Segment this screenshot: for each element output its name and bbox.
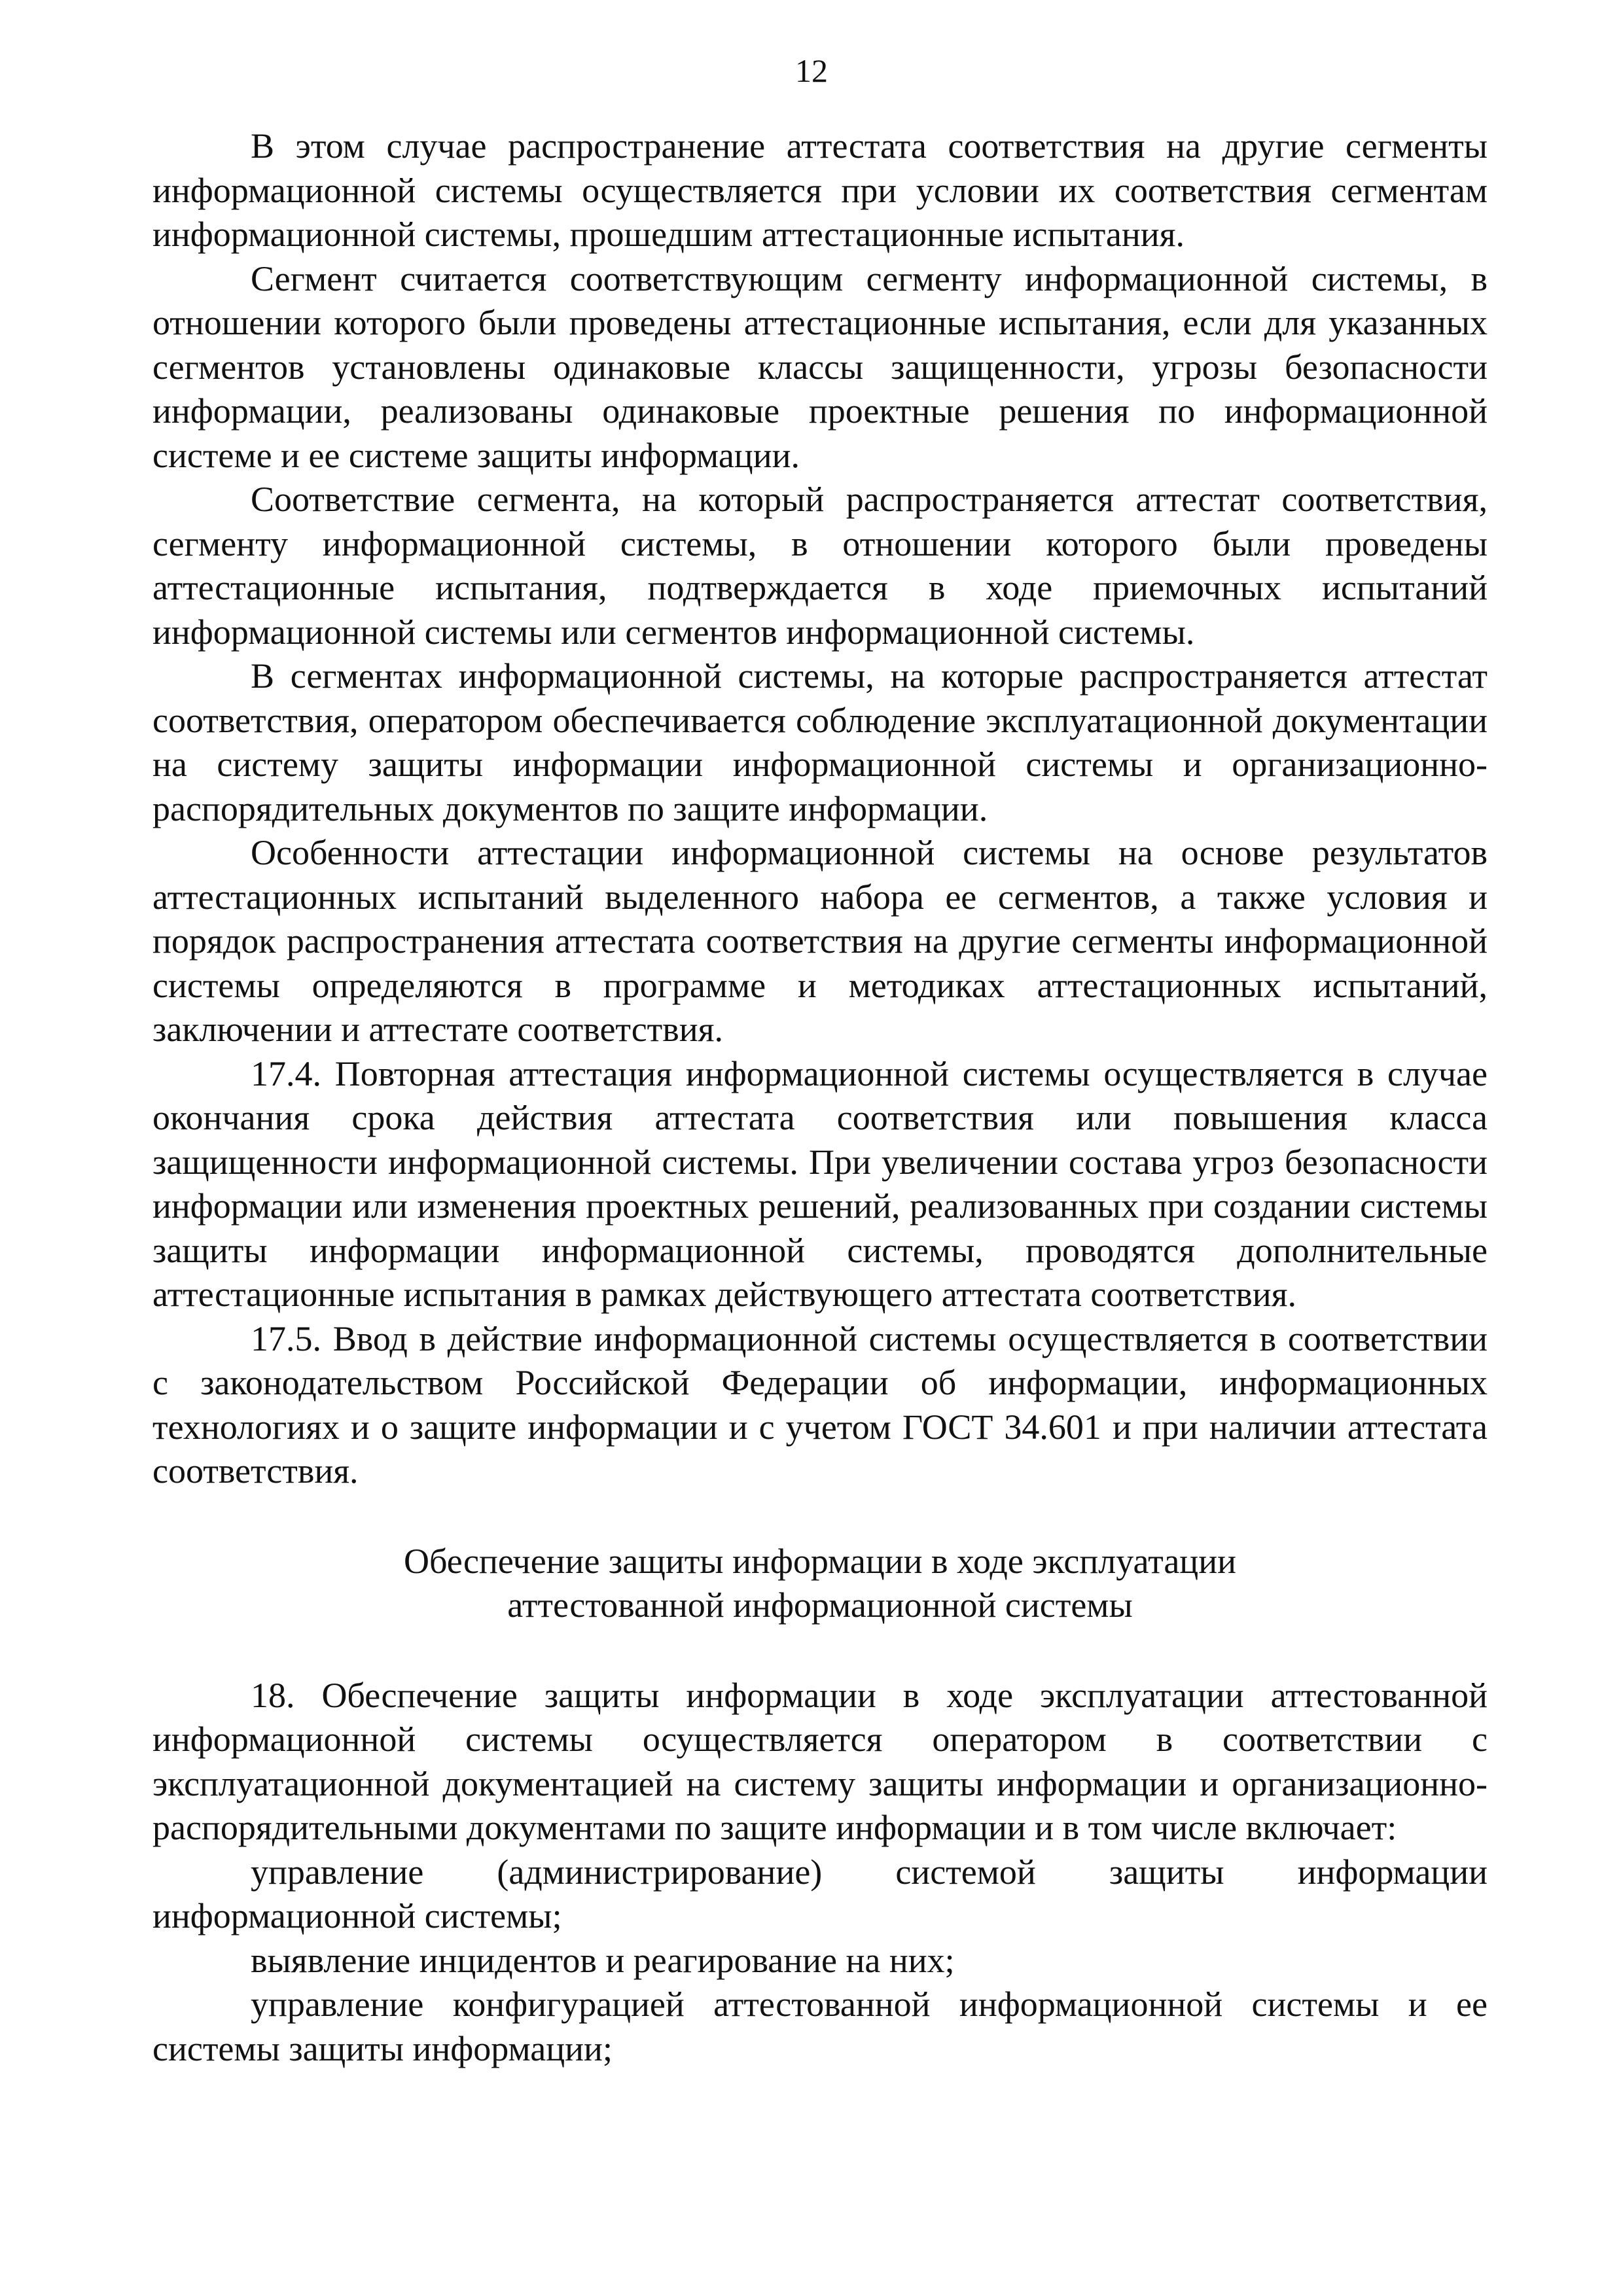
list-item: управление конфигурацией аттестованной информационной системы и ее системы защиты информации; bbox=[152, 1985, 1488, 2068]
section-heading-line-1: Обеспечение защиты информации в ходе эксплуатации bbox=[403, 1541, 1237, 1581]
section-heading bbox=[152, 1540, 1488, 1628]
paragraph: Соответствие сегмента, на который распространяется аттестат соответствия, сегменту информационной системы, в отношении которого были проведены аттестационные испытания, подтверждается в ходе приемочных испытаний информационной системы или сегментов информационной системы. bbox=[152, 480, 1488, 652]
paragraph: Особенности аттестации информационной системы на основе результатов аттестационных испытаний выделенного набора ее сегментов, а также условия и порядок распространения аттестата соответствия на другие сегменты информационной системы определяются в программе и методиках аттестационных испытаний, заключении и аттестате соответствия. bbox=[152, 833, 1488, 1049]
document-body bbox=[152, 124, 1488, 2071]
page-number: 12 bbox=[795, 52, 828, 89]
paragraph-18: 18. Обеспечение защиты информации в ходе эксплуатации аттестованной информационной системы осуществляется оператором в соответствии с эксплуатационной документацией на систему защиты информации и организационно-распорядительными документами по защите информации и в том числе включает: bbox=[152, 1675, 1488, 1847]
paragraph-17-5: 17.5. Ввод в действие информационной системы осуществляется в соответствии с законодательством Российской Федерации об информации, информационных технологиях и о защите информации и с учетом ГОСТ 34.601 и при наличии аттестата соответствия. bbox=[152, 1318, 1488, 1491]
paragraph: В сегментах информационной системы, на которые распространяется аттестат соответствия, оператором обеспечивается соблюдение эксплуатационной документации на систему защиты информации информационной системы и организационно-распорядительных документов по защите информации. bbox=[152, 656, 1488, 828]
paragraph-17-4: 17.4. Повторная аттестация информационной системы осуществляется в случае окончания срока действия аттестата соответствия или повышения класса защищенности информационной системы. При увеличении состава угроз безопасности информации или изменения проектных решений, реализованных при создании системы защиты информации информационной системы, проводятся дополнительные аттестационные испытания в рамках действующего аттестата соответствия. bbox=[152, 1053, 1488, 1314]
paragraph: Сегмент считается соответствующим сегменту информационной системы, в отношении которого были проведены аттестационные испытания, если для указанных сегментов установлены одинаковые классы защищенности, угрозы безопасности информации, реализованы одинаковые проектные решения по информационной системе и ее системе защиты информации. bbox=[152, 258, 1488, 475]
paragraph: В этом случае распространение аттестата соответствия на другие сегменты информационной системы осуществляется при условии их соответствия сегментам информационной системы, прошедшим аттестационные испытания. bbox=[152, 126, 1488, 254]
list-item: управление (администрирование) системой защиты информации информационной системы; bbox=[152, 1852, 1488, 1935]
section-heading-line-2: аттестованной информационной системы bbox=[507, 1585, 1133, 1625]
list-item: выявление инцидентов и реагирование на них; bbox=[251, 1940, 955, 1980]
